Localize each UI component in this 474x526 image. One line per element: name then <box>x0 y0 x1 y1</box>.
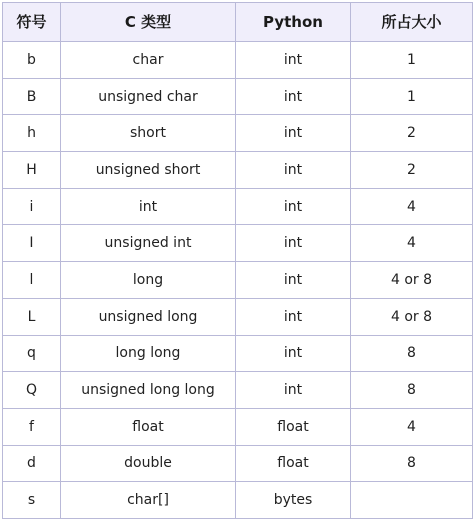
cell-python: int <box>236 335 351 372</box>
cell-symbol: s <box>3 482 61 519</box>
cell-c-type: unsigned char <box>61 78 236 115</box>
cell-python: float <box>236 445 351 482</box>
cell-python: int <box>236 262 351 299</box>
cell-c-type: char <box>61 42 236 79</box>
cell-size: 8 <box>351 372 473 409</box>
cell-symbol: H <box>3 152 61 189</box>
cell-python: int <box>236 42 351 79</box>
header-symbol: 符号 <box>3 3 61 42</box>
cell-symbol: I <box>3 225 61 262</box>
cell-c-type: unsigned int <box>61 225 236 262</box>
table-row <box>3 42 473 79</box>
table-row <box>3 115 473 152</box>
table-row <box>3 445 473 482</box>
table-row <box>3 225 473 262</box>
cell-python: float <box>236 408 351 445</box>
table-header-row <box>3 3 473 42</box>
table-row <box>3 262 473 299</box>
cell-c-type: long <box>61 262 236 299</box>
table-row <box>3 152 473 189</box>
cell-size: 4 or 8 <box>351 298 473 335</box>
cell-size: 8 <box>351 335 473 372</box>
cell-size <box>351 482 473 519</box>
cell-symbol: b <box>3 42 61 79</box>
cell-python: int <box>236 78 351 115</box>
table-row <box>3 408 473 445</box>
cell-python: int <box>236 188 351 225</box>
cell-size: 8 <box>351 445 473 482</box>
table-row <box>3 335 473 372</box>
cell-size: 4 <box>351 188 473 225</box>
cell-symbol: h <box>3 115 61 152</box>
cell-c-type: unsigned short <box>61 152 236 189</box>
cell-symbol: f <box>3 408 61 445</box>
header-size: 所占大小 <box>351 3 473 42</box>
cell-c-type: char[] <box>61 482 236 519</box>
table-row <box>3 78 473 115</box>
cell-size: 1 <box>351 78 473 115</box>
cell-symbol: d <box>3 445 61 482</box>
cell-python: int <box>236 225 351 262</box>
cell-symbol: i <box>3 188 61 225</box>
struct-format-table <box>2 2 473 519</box>
cell-symbol: Q <box>3 372 61 409</box>
cell-python: int <box>236 298 351 335</box>
header-c-type: C 类型 <box>61 3 236 42</box>
cell-symbol: l <box>3 262 61 299</box>
cell-symbol: L <box>3 298 61 335</box>
cell-c-type: double <box>61 445 236 482</box>
cell-c-type: unsigned long <box>61 298 236 335</box>
format-table-container <box>2 2 472 522</box>
cell-python: int <box>236 152 351 189</box>
table-row <box>3 372 473 409</box>
cell-c-type: unsigned long long <box>61 372 236 409</box>
cell-python: int <box>236 372 351 409</box>
cell-size: 4 or 8 <box>351 262 473 299</box>
cell-size: 1 <box>351 42 473 79</box>
cell-size: 2 <box>351 115 473 152</box>
cell-python: bytes <box>236 482 351 519</box>
table-row <box>3 298 473 335</box>
cell-size: 2 <box>351 152 473 189</box>
cell-size: 4 <box>351 408 473 445</box>
cell-c-type: float <box>61 408 236 445</box>
table-row <box>3 482 473 519</box>
cell-symbol: q <box>3 335 61 372</box>
cell-python: int <box>236 115 351 152</box>
cell-c-type: long long <box>61 335 236 372</box>
cell-c-type: int <box>61 188 236 225</box>
cell-c-type: short <box>61 115 236 152</box>
header-python: Python <box>236 3 351 42</box>
cell-symbol: B <box>3 78 61 115</box>
table-row <box>3 188 473 225</box>
cell-size: 4 <box>351 225 473 262</box>
